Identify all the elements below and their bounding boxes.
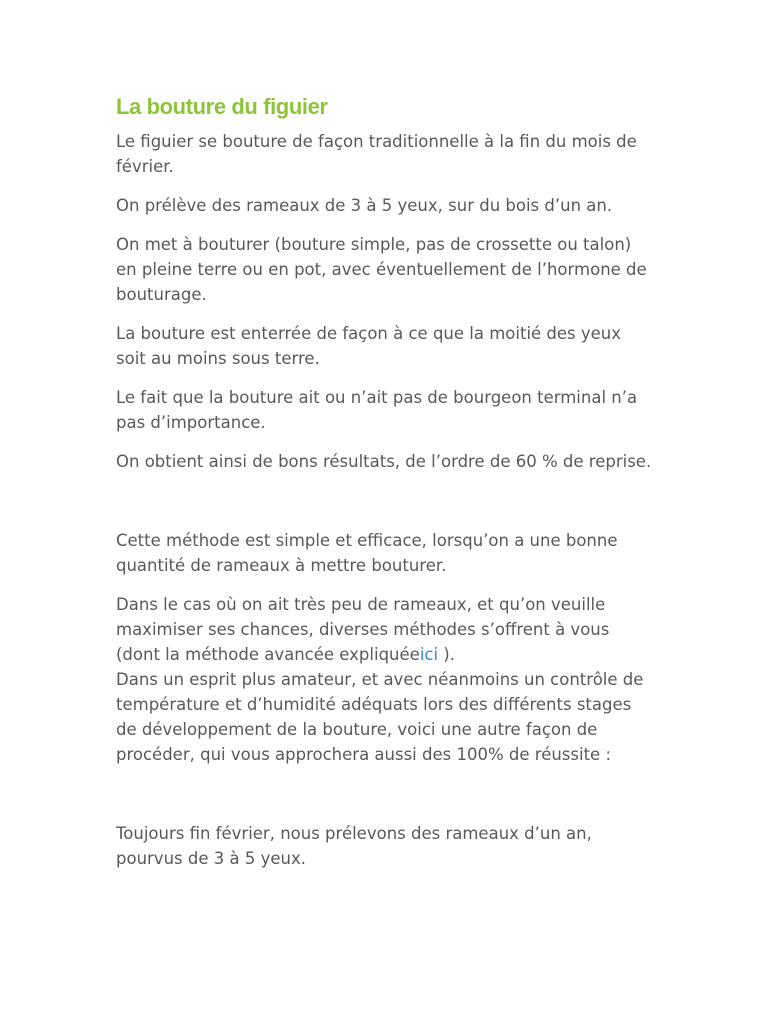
section-gap bbox=[116, 488, 656, 528]
paragraph-planting: On met à bouturer (bouture simple, pas de crossette ou talon) en pleine terre ou en pot, avec éventuellement de l’hormone de bouturage. bbox=[116, 235, 647, 304]
paragraph-amateur-method: Dans un esprit plus amateur, et avec néanmoins un contrôle de température et d’humidité adéquats lors des différents stages de développement de la bouture, voici une autre façon de procéder, qui vous approchera aussi des 100% de réussite : bbox=[116, 670, 644, 764]
paragraph-advanced-method bbox=[116, 592, 656, 667]
page-title: La bouture du figuier bbox=[116, 94, 328, 119]
paragraph-cuttings: On prélève des rameaux de 3 à 5 yeux, sur du bois d’un an. bbox=[116, 196, 613, 215]
document-page bbox=[116, 92, 656, 885]
paragraph-terminal-bud: Le fait que la bouture ait ou n’ait pas de bourgeon terminal n’a pas d’importance. bbox=[116, 388, 638, 432]
section-gap bbox=[116, 781, 656, 821]
paragraph-intro: Le figuier se bouture de façon traditionnelle à la fin du mois de février. bbox=[116, 132, 637, 176]
paragraph-burying: La bouture est enterrée de façon à ce que la moitié des yeux soit au moins sous terre. bbox=[116, 324, 622, 368]
paragraph-method-summary: Cette méthode est simple et efficace, lorsqu’on a une bonne quantité de rameaux à mettre bouturer. bbox=[116, 531, 618, 575]
advanced-method-text-end: ). bbox=[438, 645, 455, 664]
paragraph-final: Toujours fin février, nous prélevons des rameaux d’un an, pourvus de 3 à 5 yeux. bbox=[116, 824, 592, 868]
paragraph-results: On obtient ainsi de bons résultats, de l’ordre de 60 % de reprise. bbox=[116, 452, 652, 471]
ici-link[interactable]: ici bbox=[419, 645, 439, 664]
advanced-method-text: Dans le cas où on ait très peu de rameaux, et qu’on veuille maximiser ses chances, diverses méthodes s’offrent à vous (dont la méthode avancée expliquée bbox=[116, 595, 610, 664]
